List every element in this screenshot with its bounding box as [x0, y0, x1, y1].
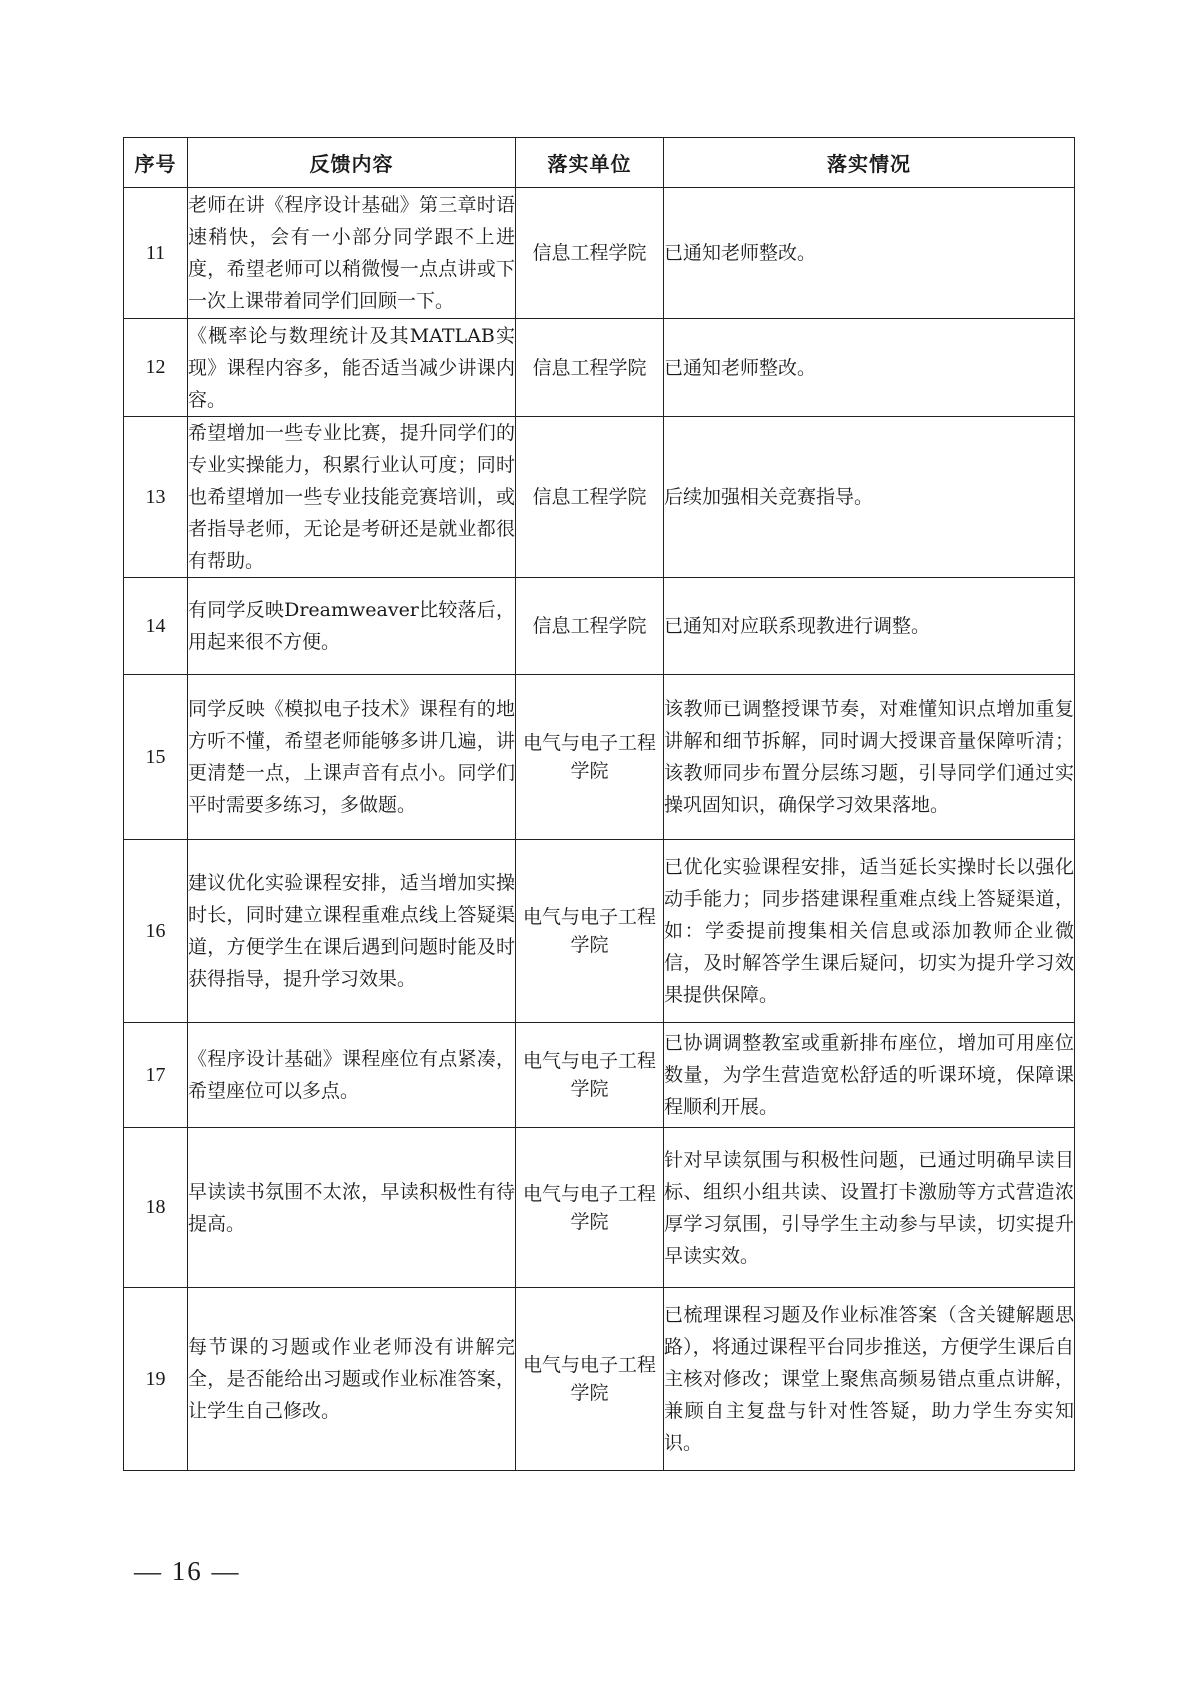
row-unit: 电气与电子工程学院: [516, 1128, 664, 1288]
table-row: [124, 417, 1075, 578]
table-header-row: [124, 138, 1075, 188]
row-index: 14: [124, 578, 188, 675]
table-row: [124, 1288, 1075, 1471]
row-content: 老师在讲《程序设计基础》第三章时语速稍快，会有一小部分同学跟不上进度，希望老师可以稍微慢一点点讲或下一次上课带着同学们回顾一下。: [188, 188, 516, 319]
row-unit: 信息工程学院: [516, 578, 664, 675]
row-content: 同学反映《模拟电子技术》课程有的地方听不懂，希望老师能够多讲几遍，讲更清楚一点，上课声音有点小。同学们平时需要多练习，多做题。: [188, 675, 516, 840]
row-unit: 信息工程学院: [516, 417, 664, 578]
table-row: [124, 675, 1075, 840]
row-status: 针对早读氛围与积极性问题，已通过明确早读目标、组织小组共读、设置打卡激励等方式营造浓厚学习氛围，引导学生主动参与早读，切实提升早读实效。: [664, 1128, 1075, 1288]
row-status: 已通知对应联系现教进行调整。: [664, 578, 1075, 675]
row-index: 12: [124, 319, 188, 417]
row-content: 建议优化实验课程安排，适当增加实操时长，同时建立课程重难点线上答疑渠道，方便学生在课后遇到问题时能及时获得指导，提升学习效果。: [188, 840, 516, 1023]
row-index: 16: [124, 840, 188, 1023]
table-row: [124, 188, 1075, 319]
row-status: 后续加强相关竞赛指导。: [664, 417, 1075, 578]
row-status: 该教师已调整授课节奏，对难懂知识点增加重复讲解和细节拆解，同时调大授课音量保障听清；该教师同步布置分层练习题，引导同学们通过实操巩固知识，确保学习效果落地。: [664, 675, 1075, 840]
header-index: 序号: [124, 138, 188, 188]
row-status: 已梳理课程习题及作业标准答案（含关键解题思路），将通过课程平台同步推送，方便学生课后自主核对修改；课堂上聚焦高频易错点重点讲解，兼顾自主复盘与针对性答疑，助力学生夯实知识。: [664, 1288, 1075, 1471]
row-content: 《程序设计基础》课程座位有点紧凑，希望座位可以多点。: [188, 1023, 516, 1128]
row-content: 希望增加一些专业比赛，提升同学们的专业实操能力，积累行业认可度；同时也希望增加一些专业技能竞赛培训，或者指导老师，无论是考研还是就业都很有帮助。: [188, 417, 516, 578]
row-content: 有同学反映Dreamweaver比较落后，用起来很不方便。: [188, 578, 516, 675]
row-status: 已优化实验课程安排，适当延长实操时长以强化动手能力；同步搭建课程重难点线上答疑渠道，如：学委提前搜集相关信息或添加教师企业微信，及时解答学生课后疑问，切实为提升学习效果提供保障。: [664, 840, 1075, 1023]
row-index: 19: [124, 1288, 188, 1471]
row-content: 《概率论与数理统计及其MATLAB实现》课程内容多，能否适当减少讲课内容。: [188, 319, 516, 417]
row-unit: 电气与电子工程学院: [516, 1023, 664, 1128]
row-unit: 电气与电子工程学院: [516, 675, 664, 840]
header-status: 落实情况: [664, 138, 1075, 188]
row-index: 18: [124, 1128, 188, 1288]
table-row: [124, 1128, 1075, 1288]
row-index: 17: [124, 1023, 188, 1128]
feedback-table: [123, 137, 1075, 1471]
row-status: 已通知老师整改。: [664, 188, 1075, 319]
table-row: [124, 840, 1075, 1023]
page-number: — 16 —: [134, 1556, 241, 1586]
row-status: 已协调调整教室或重新排布座位，增加可用座位数量，为学生营造宽松舒适的听课环境，保障课程顺利开展。: [664, 1023, 1075, 1128]
row-content: 每节课的习题或作业老师没有讲解完全，是否能给出习题或作业标准答案，让学生自己修改。: [188, 1288, 516, 1471]
row-index: 15: [124, 675, 188, 840]
row-index: 11: [124, 188, 188, 319]
table-row: [124, 578, 1075, 675]
row-content: 早读读书氛围不太浓，早读积极性有待提高。: [188, 1128, 516, 1288]
row-unit: 信息工程学院: [516, 188, 664, 319]
row-index: 13: [124, 417, 188, 578]
table-row: [124, 319, 1075, 417]
row-status: 已通知老师整改。: [664, 319, 1075, 417]
table-row: [124, 1023, 1075, 1128]
row-unit: 信息工程学院: [516, 319, 664, 417]
header-unit: 落实单位: [516, 138, 664, 188]
row-unit: 电气与电子工程学院: [516, 840, 664, 1023]
header-content: 反馈内容: [188, 138, 516, 188]
row-unit: 电气与电子工程学院: [516, 1288, 664, 1471]
